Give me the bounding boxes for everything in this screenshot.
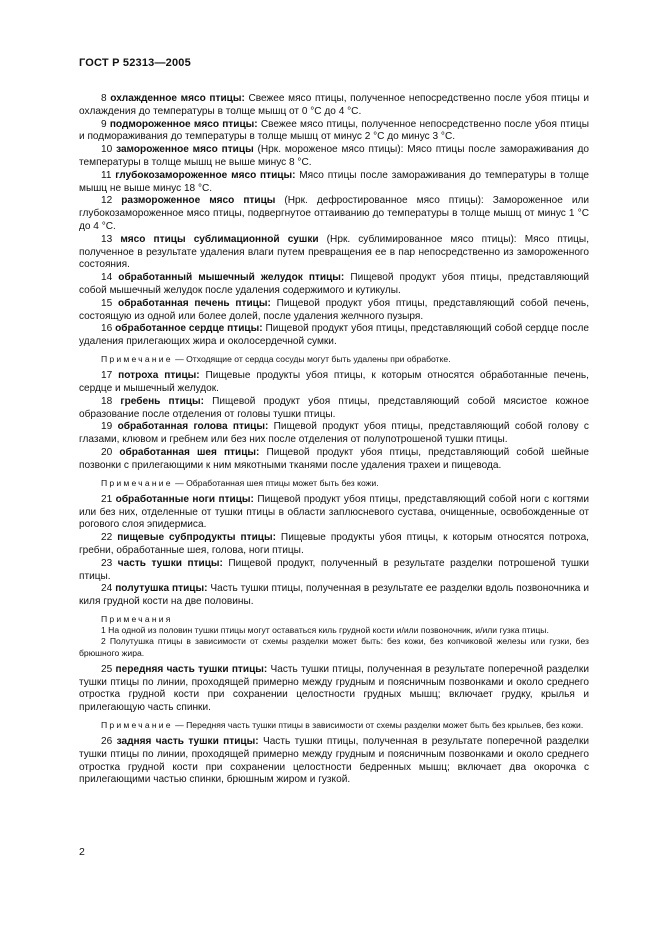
term-8: 8 охлажденное мясо птицы: Свежее мясо птицы, полученное непосредственно после убоя птицы и охлаждения до температуры в толще мышц от 0 °С до 4 °С. xyxy=(79,93,589,117)
term-15: 15 обработанная печень птицы: Пищевой продукт убоя птицы, представляющий собой печень, состоящую из одной или более долей, после удаления желчного пузыря. xyxy=(79,297,589,322)
term-26: 26 задняя часть тушки птицы: Часть тушки птицы, полученная в результате поперечной разделки тушки птицы по линии, проходящей примерно между грудным и поясничным позвонками и около среднего отростка грудной кости при сохранении целостности бедренных мышц; включает два окорочка с прилегающими частью спинки, брюшным жиром и гузкой. xyxy=(79,736,589,786)
term-21: 21 обработанные ноги птицы: Пищевой продукт убоя птицы, представляющий собой ноги с когтями или без них, отделенные от тушки птицы в области заплюсневого сустава, очищенные, освобожденные от рогового слоя эпидермиса. xyxy=(79,493,589,531)
term-13: 13 мясо птицы сублимационной сушки (Нрк. сублимированное мясо птицы): Мясо птицы, полученное в результате удаления влаги путем превращения ее в пар непосредственно из замороженного состояния. xyxy=(79,233,589,271)
term-18: 18 гребень птицы: Пищевой продукт убоя птицы, представляющий собой мясистое кожное образование после отделения от головы тушки птицы. xyxy=(79,395,589,420)
terms-section xyxy=(79,93,589,787)
notes-heading-term-24: Примечания xyxy=(101,613,173,624)
term-16: 16 обработанное сердце птицы: Пищевой продукт убоя птицы, представляющий собой сердце после удаления прилегающих жира и околосердечной сумки. xyxy=(79,323,589,348)
term-22: 22 пищевые субпродукты птицы: Пищевые продукты убоя птицы, к которым относятся потроха, гребни, обработанные шея, голова, ноги птицы. xyxy=(79,532,589,556)
standard-header: ГОСТ Р 52313—2005 xyxy=(79,57,191,69)
note-term-20: Примечание — Обработанная шея птицы может быть без кожи. xyxy=(101,477,379,488)
term-17: 17 потроха птицы: Пищевые продукты убоя птицы, к которым относятся обработанные печень, сердце и мышечный желудок. xyxy=(79,370,589,394)
term-14: 14 обработанный мышечный желудок птицы: Пищевой продукт убоя птицы, представляющий собой мышечный желудок после удаления содержимого и кутикулы. xyxy=(79,272,589,296)
note-24-2: 2 Полутушка птицы в зависимости от схемы разделки может быть: без кожи, без копчиковой железы или гузки, без брюшного жира. xyxy=(79,636,589,658)
term-25: 25 передняя часть тушки птицы: Часть тушки птицы, полученная в результате поперечной разделки тушки птицы по линии, проходящей примерно между грудным и поясничным позвонками и около среднего отростка грудной кости при сохранении целостности грудных мышц; включает грудку, крылья и прилегающую часть спинки. xyxy=(79,663,589,714)
term-23: 23 часть тушки птицы: Пищевой продукт, полученный в результате разделки потрошеной тушки птицы. xyxy=(79,557,589,582)
page-number: 2 xyxy=(79,846,85,858)
term-12: 12 размороженное мясо птицы (Нрк. дефростированное мясо птицы): Замороженное или глубокозамороженное мясо птицы, подвергнутое оттаиванию до температуры в толще мышц от минус 1 °С до 4 °С. xyxy=(79,195,589,232)
note-term-25: Примечание — Передняя часть тушки птицы в зависимости от схемы разделки может быть без крыльев, без кожи. xyxy=(101,719,584,730)
term-9: 9 подмороженное мясо птицы: Свежее мясо птицы, полученное непосредственно после убоя птицы и подмораживания до температуры в толще мышц от минус 2 °С до минус 3 °С. xyxy=(79,118,589,143)
term-19: 19 обработанная голова птицы: Пищевой продукт убоя птицы, представляющий собой голову с глазами, клювом и гребнем или без них после отделения от полупотрошеной тушки птицы. xyxy=(79,421,589,446)
term-24: 24 полутушка птицы: Часть тушки птицы, полученная в результате ее разделки вдоль позвоночника и киля грудной кости на две половины. xyxy=(79,583,589,608)
term-11: 11 глубокозамороженное мясо птицы: Мясо птицы после замораживания до температуры в толще мышц не выше минус 18 °С. xyxy=(79,169,590,194)
term-10: 10 замороженное мясо птицы (Нрк. мороженое мясо птицы): Мясо птицы после замораживания до температуры в толще мышц не выше минус 8 °С. xyxy=(79,144,590,168)
note-term-16: Примечание — Отходящие от сердца сосуды могут быть удалены при обработке. xyxy=(101,353,451,364)
term-20: 20 обработанная шея птицы: Пищевой продукт убоя птицы, представляющий собой шейные позвонки с прилегающими к ним мякотными тканями после удаления трахеи и пищевода. xyxy=(79,446,589,471)
note-24-1: 1 На одной из половин тушки птицы могут оставаться киль грудной кости и/или позвоночник, и/или гузка птицы. xyxy=(101,625,549,636)
